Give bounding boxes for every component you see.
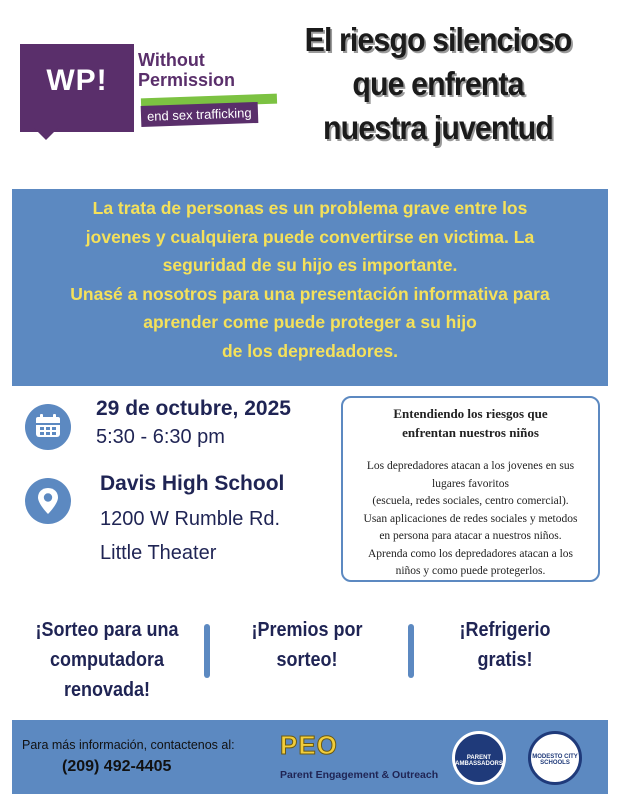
logo-bubble-tail [34,128,58,140]
highlight-line: ¡Premios por [251,619,363,641]
intro-line: jovenes y cualquiera puede convertirse en victima. La [85,226,535,247]
intro-line: Unasé a nosotros para una presentación informativa para [70,283,550,304]
info-title-line: Entendiendo los riesgos que [393,406,548,421]
divider [204,624,210,678]
intro-line: aprender come puede proteger a su hijo [143,312,477,332]
intro-line: La trata de personas es un problema grave entre los [92,198,528,218]
highlight-raffle-computer [31,615,184,705]
logo-name-line2: Permission [138,70,236,90]
info-box-title [343,404,598,442]
divider [408,624,414,678]
event-address: 1200 W Rumble Rd. [100,508,281,530]
intro-text [12,194,608,365]
info-line: niños y como puede protegerlos. [395,565,546,577]
risks-info-box [341,396,600,582]
highlight-line: sorteo! [276,649,338,671]
highlight-refreshments [438,615,573,675]
info-line: Los depredadores atacan a los jovenes en sus [366,460,575,472]
highlight-line: ¡Refrigerio [459,619,551,641]
info-line: en persona para atacar a nuestros niños. [379,530,562,542]
page-title [270,18,606,150]
seal-text: PARENT AMBASSADORS [455,755,503,767]
logo-name-line1: Without [138,50,205,70]
highlight-line: gratis! [477,649,533,671]
contact-label: Para más información, contactenos al: [22,738,235,752]
title-line-3: nuestra juventud [323,109,553,146]
peo-name: Parent Engagement & Outreach [280,769,439,781]
info-line: (escuela, redes sociales, centro comercial). [372,495,569,507]
event-room: Little Theater [100,542,217,564]
calendar-icon [25,404,71,450]
title-line-1: El riesgo silencioso [304,21,572,58]
info-line: Aprenda como los depredadores atacan a los [367,547,573,560]
event-venue: Davis High School [100,472,285,495]
logo-tagline: end sex trafficking [141,102,258,127]
logo-mark: WP! [46,64,108,97]
event-date: 29 de octubre, 2025 [96,397,291,420]
highlight-line: computadora [49,649,165,671]
title-line-2: que enfrenta [352,65,524,102]
parent-ambassadors-seal [452,731,506,785]
info-title-line: enfrentan nuestros niños [402,425,539,440]
location-pin-icon [25,478,71,524]
contact-phone: (209) 492-4405 [62,758,172,775]
info-box-body [343,458,598,581]
intro-line: de los depredadores. [221,340,399,361]
info-line: Usan aplicaciones de redes sociales y metodos [363,512,578,525]
peo-logo: PEO [280,730,338,760]
modesto-city-schools-seal [528,731,582,785]
info-line: lugares favoritos [432,477,509,490]
seal-text: MODESTO CITY SCHOOLS [532,754,578,766]
intro-line: seguridad de su hijo es importante. [162,255,458,275]
event-time: 5:30 - 6:30 pm [96,426,225,448]
highlight-line: ¡Sorteo para una [35,619,179,641]
highlight-line: renovada! [63,679,151,701]
highlight-prizes [240,615,375,675]
logo-name [138,50,258,90]
